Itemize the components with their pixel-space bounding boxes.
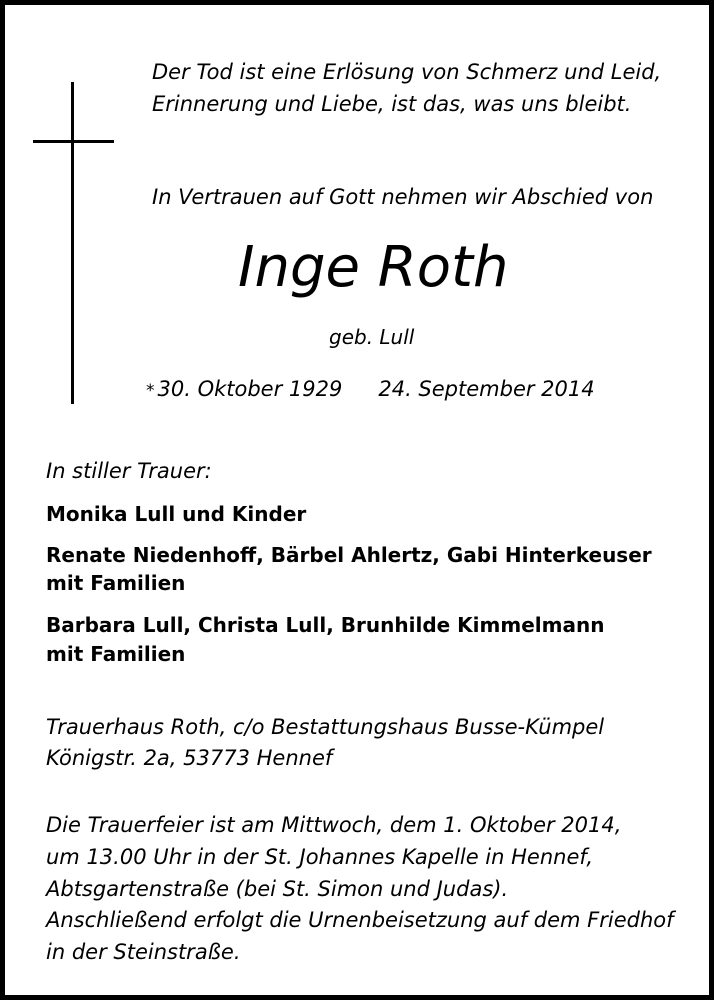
address-line-1: Trauerhaus Roth, c/o Bestattungshaus Busse-Kümpel	[46, 715, 605, 739]
birth-star-icon: *	[146, 381, 155, 401]
mourner-group-1: Monika Lull und Kinder	[46, 502, 307, 526]
life-dates	[146, 375, 595, 405]
service-line-5: in der Steinstraße.	[46, 940, 241, 964]
service-line-3: Abtsgartenstraße (bei St. Simon und Judas).	[46, 877, 509, 901]
motto-line-2: Erinnerung und Liebe, ist das, was uns bleibt.	[152, 92, 632, 116]
mourners-heading: In stiller Trauer:	[46, 459, 212, 483]
motto-line-1: Der Tod ist eine Erlösung von Schmerz und Leid,	[152, 60, 662, 84]
farewell-text: In Vertrauen auf Gott nehmen wir Abschied von	[152, 185, 654, 209]
cross-icon-horizontal-bar	[33, 140, 114, 143]
birth-date: 30. Oktober 1929	[157, 377, 343, 401]
mourner-group-2-line-2: mit Familien	[46, 571, 186, 595]
service-line-2: um 13.00 Uhr in der St. Johannes Kapelle in Hennef,	[46, 845, 594, 869]
service-line-1: Die Trauerfeier ist am Mittwoch, dem 1. Oktober 2014,	[46, 813, 622, 837]
deceased-name: Inge Roth	[238, 235, 509, 300]
address-line-2: Königstr. 2a, 53773 Hennef	[46, 746, 333, 770]
service-line-4: Anschließend erfolgt die Urnenbeisetzung auf dem Friedhof	[46, 908, 674, 932]
mourner-group-3-line-1: Barbara Lull, Christa Lull, Brunhilde Kimmelmann	[46, 613, 605, 637]
maiden-name: geb. Lull	[329, 325, 415, 349]
cross-icon-vertical-bar	[71, 82, 74, 404]
death-date: 24. September 2014	[378, 377, 595, 401]
mourner-group-3-line-2: mit Familien	[46, 642, 186, 666]
mourner-group-2-line-1: Renate Niedenhoff, Bärbel Ahlertz, Gabi Hinterkeuser	[46, 543, 652, 567]
